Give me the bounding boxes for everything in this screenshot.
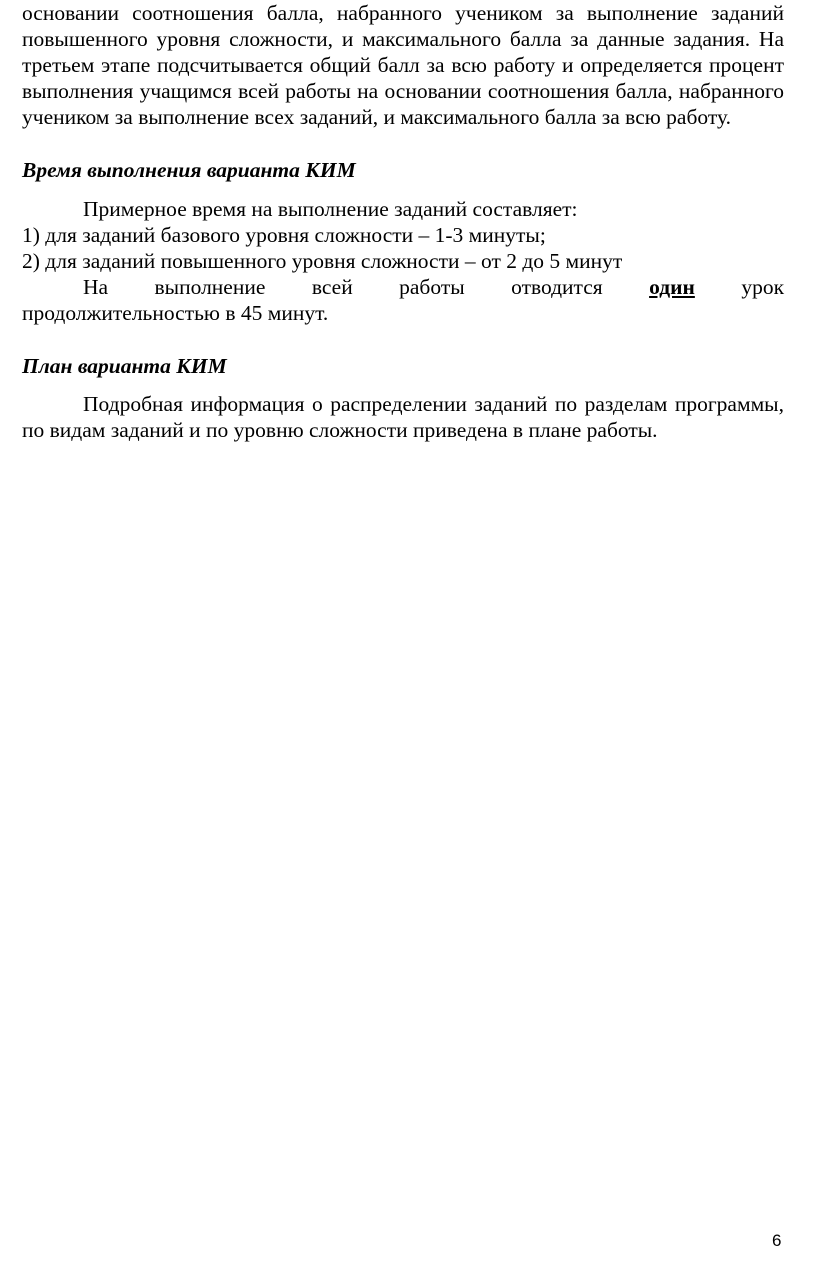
lesson-line-end: продолжительностью в 45 минут. bbox=[22, 301, 329, 325]
page-number: 6 bbox=[772, 1231, 782, 1250]
plan-paragraph: Подробная информация о распределении заданий по разделам программы, по видам заданий и по уровню сложности приведена в плане работы. bbox=[22, 392, 784, 442]
intro-paragraph: основании соотношения балла, набранного учеником за выполнение заданий повышенного уровня сложности, и максимального балла за данные задания. На третьем этапе подсчитывается общий балл за всю работу и определяется процент выполнения учащимся всей работы на основании соотношения балла, набранного учеником за выполнение всех заданий, и максимального балла за всю работу. bbox=[22, 1, 784, 129]
lesson-word: один bbox=[649, 275, 695, 299]
lesson-line bbox=[22, 274, 784, 300]
time-list-item-1: 1) для заданий базового уровня сложности – 1-3 минуты; bbox=[22, 223, 546, 247]
lesson-line-suffix: урок bbox=[741, 275, 785, 299]
time-list-item-2: 2) для заданий повышенного уровня сложности – от 2 до 5 минут bbox=[22, 249, 623, 273]
time-lead-paragraph: Примерное время на выполнение заданий составляет: bbox=[83, 197, 578, 221]
document-page bbox=[22, 0, 784, 443]
lesson-line-prefix: На выполнение всей работы отводится bbox=[83, 275, 603, 299]
section-heading-plan: План варианта КИМ bbox=[22, 354, 227, 378]
section-heading-time: Время выполнения варианта КИМ bbox=[22, 158, 356, 182]
